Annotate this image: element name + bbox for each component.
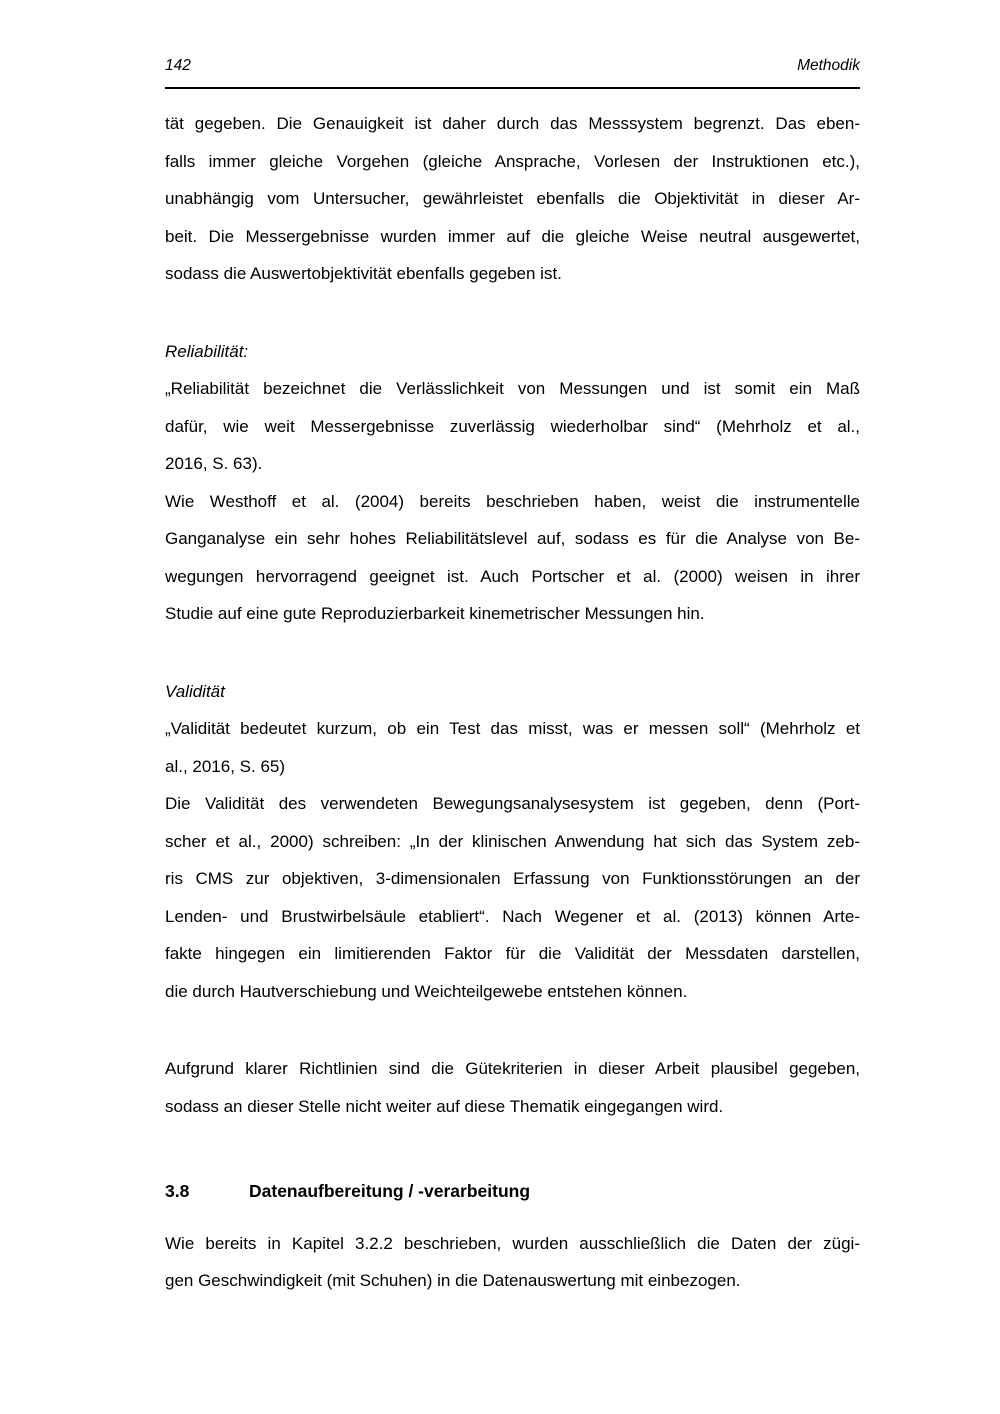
subheading-italic: Reliabilität: bbox=[165, 341, 249, 361]
page-number: 142 bbox=[165, 57, 191, 74]
text-line: ris CMS zur objektiven, 3-dimensionalen Erfassung von Funktionsstörungen an der bbox=[165, 869, 860, 888]
text-line: Lenden- und Brustwirbelsäule etabliert“. Nach Wegener et al. (2013) können Arte- bbox=[165, 906, 860, 926]
paragraph-spacer bbox=[165, 633, 860, 673]
section-title: Datenaufbereitung / -verarbeitung bbox=[249, 1181, 531, 1201]
text-line: Wie bereits in Kapitel 3.2.2 beschrieben, wurden ausschließlich die Daten der zügi- bbox=[165, 1233, 860, 1253]
text-line: 2016, S. 63). bbox=[165, 454, 263, 473]
paragraph bbox=[165, 710, 860, 785]
text-line: fakte hingegen ein limitierenden Faktor für die Validität der Messdaten darstellen, bbox=[165, 944, 860, 963]
text-line: unabhängig vom Untersucher, gewährleistet ebenfalls die Objektivität in dieser Ar- bbox=[165, 189, 860, 208]
text-line: falls immer gleiche Vorgehen (gleiche Ansprache, Vorlesen der Instruktionen etc.), bbox=[165, 151, 860, 171]
running-head: Methodik bbox=[797, 57, 860, 74]
text-line: scher et al., 2000) schreiben: „In der klinischen Anwendung hat sich das System zeb- bbox=[165, 831, 860, 851]
paragraph bbox=[165, 105, 860, 293]
text-line: die durch Hautverschiebung und Weichteilgewebe entstehen können. bbox=[165, 981, 688, 1001]
text-line: gen Geschwindigkeit (mit Schuhen) in die Datenauswertung mit einbezogen. bbox=[165, 1271, 741, 1290]
text-line: Ganganalyse ein sehr hohes Reliabilitätslevel auf, sodass es für die Analyse von Be- bbox=[165, 529, 860, 548]
paragraph bbox=[165, 1225, 860, 1300]
subheading-italic: Validität bbox=[165, 681, 225, 701]
text-line: „Validität bedeutet kurzum, ob ein Test das misst, was er messen soll“ (Mehrholz et bbox=[165, 719, 860, 738]
paragraph-spacer bbox=[165, 293, 860, 333]
text-line: Wie Westhoff et al. (2004) bereits beschrieben haben, weist die instrumentelle bbox=[165, 491, 860, 511]
text-line: al., 2016, S. 65) bbox=[165, 756, 286, 776]
text-line: wegungen hervorragend geeignet ist. Auch Portscher et al. (2000) weisen in ihrer bbox=[165, 566, 860, 586]
text-line: dafür, wie weit Messergebnisse zuverlässig wiederholbar sind“ (Mehrholz et al., bbox=[165, 416, 860, 436]
page-header bbox=[165, 56, 860, 89]
text-line: beit. Die Messergebnisse wurden immer auf die gleiche Weise neutral ausgewertet, bbox=[165, 226, 860, 246]
paragraph-spacer bbox=[165, 1125, 860, 1165]
section-number: 3.8 bbox=[165, 1181, 190, 1201]
page-content bbox=[165, 89, 860, 1300]
paragraph bbox=[165, 483, 860, 633]
paragraph bbox=[165, 785, 860, 1010]
text-line: Die Validität des verwendeten Bewegungsanalysesystem ist gegeben, denn (Port- bbox=[165, 794, 860, 813]
text-line: tät gegeben. Die Genauigkeit ist daher durch das Messsystem begrenzt. Das eben- bbox=[165, 114, 860, 133]
text-line: „Reliabilität bezeichnet die Verlässlichkeit von Messungen und ist somit ein Maß bbox=[165, 379, 860, 398]
text-line: Aufgrund klarer Richtlinien sind die Gütekriterien in dieser Arbeit plausibel gegeben, bbox=[165, 1059, 860, 1078]
text-line: sodass die Auswertobjektivität ebenfalls gegeben ist. bbox=[165, 264, 562, 283]
section-heading bbox=[165, 1173, 860, 1211]
text-line: sodass an dieser Stelle nicht weiter auf diese Thematik eingegangen wird. bbox=[165, 1096, 724, 1116]
paragraph bbox=[165, 1050, 860, 1125]
paragraph bbox=[165, 370, 860, 483]
paragraph-spacer bbox=[165, 1010, 860, 1050]
text-line: Studie auf eine gute Reproduzierbarkeit kinemetrischer Messungen hin. bbox=[165, 604, 705, 623]
